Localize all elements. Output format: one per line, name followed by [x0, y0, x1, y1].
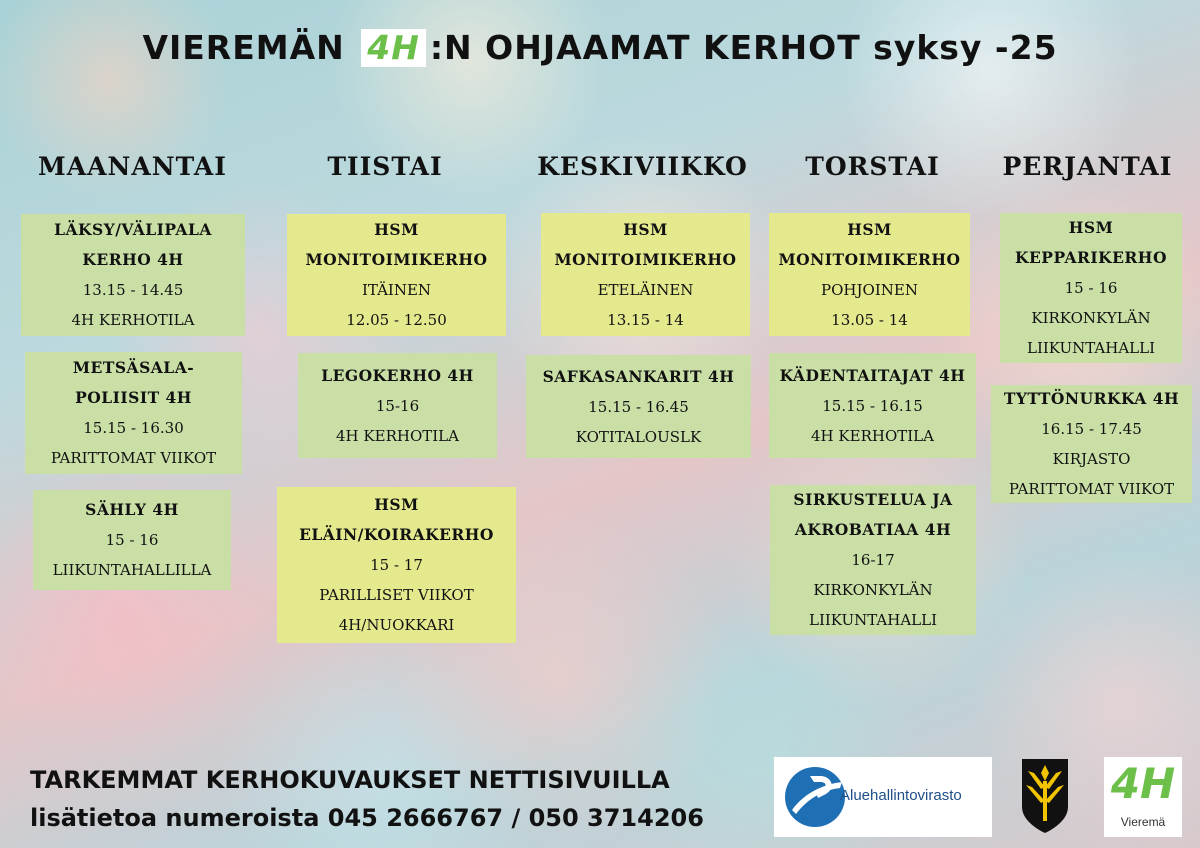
club-name: LÄKSY/VÄLIPALA [54, 220, 212, 239]
club-card [1000, 213, 1182, 363]
club-location: ETELÄINEN [597, 280, 694, 299]
club-card [25, 352, 242, 474]
club-location: KIRJASTO [1052, 450, 1131, 468]
club-note: PARITTOMAT VIIKOT [1008, 480, 1175, 498]
club-location: 4H/NUOKKARI [338, 616, 455, 634]
day-header-friday: PERJANTAI [1002, 152, 1173, 181]
club-name: KÄDENTAITAJAT 4H [779, 365, 966, 385]
title-4h-logo: 4H [361, 29, 426, 67]
club-name: HSM [374, 220, 419, 239]
4h-logo-subtitle: Vieremä [1120, 815, 1166, 829]
footer-more-info: TARKEMMAT KERHOKUVAUKSET NETTISIVUILLA [30, 766, 670, 794]
club-card [33, 490, 231, 590]
vierema-coat-of-arms-icon [1020, 757, 1070, 835]
club-name: KERHO 4H [82, 250, 184, 269]
club-name: HSM [1068, 218, 1114, 237]
club-card [541, 213, 750, 336]
club-note: PARILLISET VIIKOT [319, 586, 474, 604]
club-name: MONITOIMIKERHO [778, 249, 961, 269]
club-name: LEGOKERHO 4H [321, 365, 474, 385]
club-card [770, 485, 976, 635]
club-location: KIRKONKYLÄN [1031, 309, 1151, 327]
club-location: KIRKONKYLÄN [813, 581, 933, 599]
club-name: SÄHLY 4H [85, 500, 179, 519]
club-name: POLIISIT 4H [75, 388, 192, 407]
club-name: HSM [847, 219, 892, 239]
4h-logo-mark: 4H [1110, 759, 1176, 808]
club-card [21, 214, 245, 336]
4h-vierema-logo [1104, 757, 1182, 837]
club-name: METSÄSALA- [72, 358, 195, 377]
club-name: SAFKASANKARIT 4H [542, 366, 735, 386]
club-location: LIIKUNTAHALLILLA [52, 561, 212, 579]
club-card [298, 353, 497, 458]
aluehallintovirasto-logo [774, 757, 992, 837]
club-name: SIRKUSTELUA JA [793, 490, 953, 509]
club-card [277, 487, 516, 643]
day-header-thursday: TORSTAI [805, 152, 940, 181]
club-name: KEPPARIKERHO [1015, 248, 1167, 267]
club-time: 12.05 - 12.50 [346, 311, 447, 329]
footer-contact-numbers: lisätietoa numeroista 045 2666767 / 050 3714206 [30, 804, 704, 832]
title-prefix: VIEREMÄN [142, 28, 358, 67]
club-name: MONITOIMIKERHO [554, 249, 737, 269]
club-name: AKROBATIAA 4H [794, 520, 952, 539]
day-header-monday: MAANANTAI [38, 152, 227, 181]
club-location: LIIKUNTAHALLI [1026, 339, 1156, 357]
club-time: 16-17 [851, 551, 895, 569]
club-time: 15 - 17 [370, 556, 423, 574]
club-time: 15.15 - 16.15 [822, 396, 923, 415]
club-time: 15.15 - 16.45 [588, 397, 689, 416]
club-time: 15-16 [375, 396, 420, 415]
club-location: LIIKUNTAHALLI [808, 611, 938, 629]
title-suffix: :N OHJAAMAT KERHOT syksy -25 [429, 28, 1058, 67]
poster-title [0, 28, 1200, 67]
club-name: TYTTÖNURKKA 4H [1003, 389, 1180, 408]
club-name: MONITOIMIKERHO [305, 250, 488, 269]
club-location: PARITTOMAT VIIKOT [50, 449, 217, 467]
club-location: 4H KERHOTILA [811, 426, 934, 445]
avi-logo-text: Aluehallintovirasto [840, 787, 962, 804]
club-card [769, 353, 976, 458]
club-time: 15.15 - 16.30 [83, 419, 184, 437]
club-time: 16.15 - 17.45 [1041, 420, 1142, 438]
club-location: 4H KERHOTILA [336, 426, 459, 445]
club-card [769, 213, 970, 336]
club-time: 15 - 16 [1064, 279, 1118, 297]
club-location: 4H KERHOTILA [71, 311, 195, 329]
club-name: HSM [374, 495, 419, 514]
club-time: 13.05 - 14 [831, 310, 908, 329]
club-time: 15 - 16 [105, 531, 159, 549]
club-location: POHJOINEN [821, 280, 918, 299]
club-card [526, 355, 751, 458]
day-header-wednesday: KESKIVIIKKO [537, 152, 748, 181]
club-name: ELÄIN/KOIRAKERHO [299, 525, 494, 544]
club-name: HSM [623, 219, 668, 239]
club-time: 13.15 - 14 [607, 310, 684, 329]
club-card [991, 385, 1192, 503]
club-time: 13.15 - 14.45 [82, 281, 184, 299]
club-card [287, 214, 506, 336]
day-header-tuesday: TIISTAI [327, 152, 443, 181]
club-location: KOTITALOUSLK [575, 427, 702, 446]
club-location: ITÄINEN [361, 281, 432, 299]
